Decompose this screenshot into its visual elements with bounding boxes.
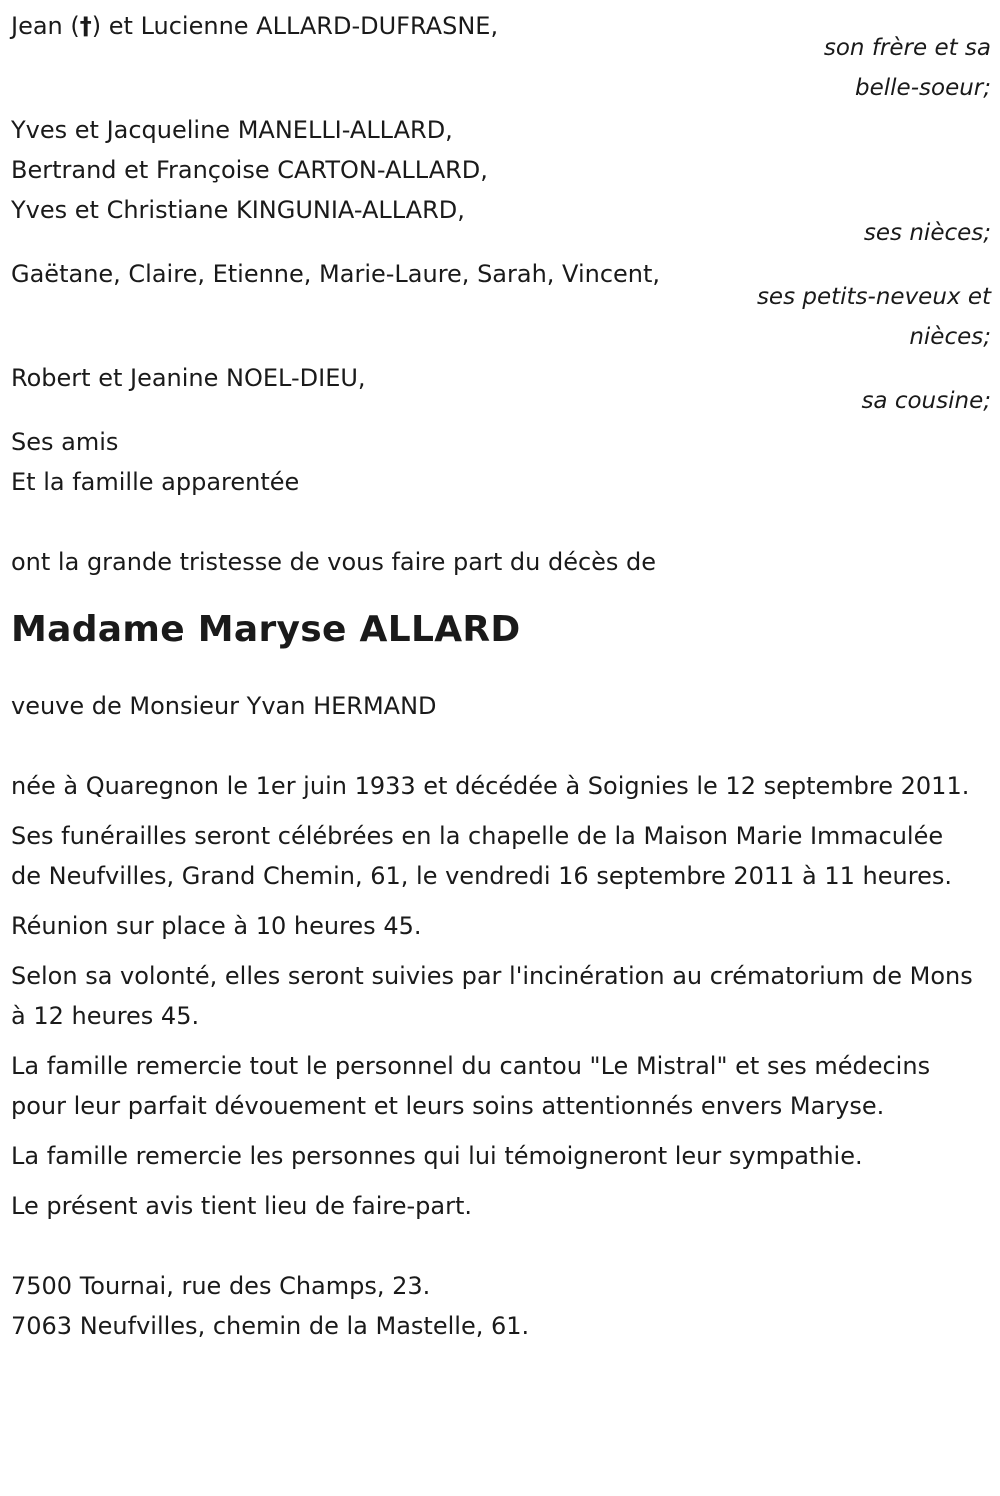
cousin-names: Robert et Jeanine NOEL-DIEU,	[11, 364, 366, 392]
address-line-1: 7500 Tournai, rue des Champs, 23.	[11, 1272, 431, 1300]
deceased-cross-icon: †	[79, 12, 92, 40]
deceased-name: Madame Maryse ALLARD	[11, 609, 521, 650]
obituary-notice	[11, 6, 991, 1346]
cousin-relation: sa cousine;	[861, 388, 991, 414]
extended-family-line: Et la famille apparentée	[11, 468, 300, 496]
widow-of-line: veuve de Monsieur Yvan HERMAND	[11, 692, 437, 720]
nieces-relation: ses nièces;	[863, 220, 991, 246]
brother-relation-line2: belle-soeur;	[855, 75, 991, 101]
funeral-paragraph: Ses funérailles seront célébrées en la chapelle de la Maison Marie Immaculée de Neufvilles, Grand Chemin, 61, le vendredi 16 septembre 2011 à 11 heures.	[11, 822, 952, 890]
notice-paragraph: Le présent avis tient lieu de faire-part.	[11, 1192, 473, 1220]
niece-couple-3: Yves et Christiane KINGUNIA-ALLARD,	[11, 196, 465, 224]
grandnephews-names: Gaëtane, Claire, Etienne, Marie-Laure, Sarah, Vincent,	[11, 260, 661, 288]
brother-names-prefix: Jean (	[11, 12, 80, 40]
cremation-paragraph: Selon sa volonté, elles seront suivies par l'incinération au crématorium de Mons à 12 heures 45.	[11, 962, 973, 1030]
brother-relation-line1: son frère et sa	[823, 35, 991, 61]
address-line-2: 7063 Neufvilles, chemin de la Mastelle, 61.	[11, 1312, 530, 1340]
grandnephews-relation-line2: nièces;	[909, 324, 991, 350]
grandnephews-relation-line1: ses petits-neveux et	[756, 284, 991, 310]
friends-line: Ses amis	[11, 428, 119, 456]
meeting-paragraph: Réunion sur place à 10 heures 45.	[11, 912, 422, 940]
thanks-sympathy-paragraph: La famille remercie les personnes qui lui témoigneront leur sympathie.	[11, 1142, 863, 1170]
niece-couple-1: Yves et Jacqueline MANELLI-ALLARD,	[11, 116, 453, 144]
birth-death-paragraph: née à Quaregnon le 1er juin 1933 et décédée à Soignies le 12 septembre 2011.	[11, 772, 970, 800]
thanks-staff-paragraph: La famille remercie tout le personnel du cantou "Le Mistral" et ses médecins pour leur parfait dévouement et leurs soins attentionnés envers Maryse.	[11, 1052, 931, 1120]
brother-names-suffix: ) et Lucienne ALLARD-DUFRASNE,	[91, 12, 499, 40]
announcement-text: ont la grande tristesse de vous faire part du décès de	[11, 548, 657, 576]
niece-couple-2: Bertrand et Françoise CARTON-ALLARD,	[11, 156, 488, 184]
